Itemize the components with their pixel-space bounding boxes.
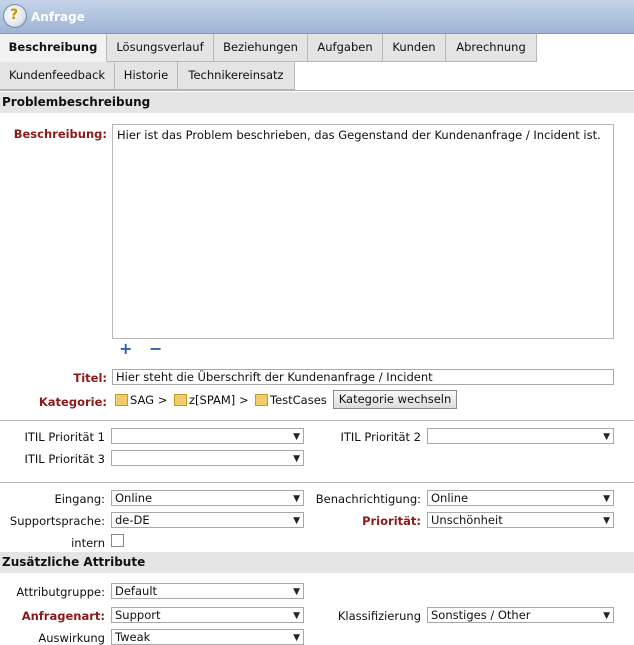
supportsprache-label: Supportsprache: [9,514,105,528]
auswirkung-label: Auswirkung [38,631,105,645]
benachrichtigung-label: Benachrichtigung: [315,492,421,506]
tab-beziehungen[interactable]: Beziehungen [214,34,308,62]
prioritaet-select[interactable]: Unschönheit ▼ [427,512,614,528]
chevron-down-icon: ▼ [603,432,610,442]
chevron-down-icon: ▼ [603,494,610,504]
chevron-down-icon: ▼ [293,633,300,643]
category-crumb-1[interactable]: SAG > [115,391,167,409]
chevron-down-icon: ▼ [603,611,610,621]
description-text: Hier ist das Problem beschrieben, das Gegenstand der Kundenanfrage / Incident ist. [117,128,601,142]
chevron-down-icon: ▼ [293,516,300,526]
klassifizierung-label: Klassifizierung [337,609,421,623]
itil-prio3-label: ITIL Priorität 3 [24,452,105,466]
category-crumb-3[interactable]: TestCases [255,391,327,409]
chevron-down-icon: ▼ [603,516,610,526]
tab-abrechnung[interactable]: Abrechnung [446,34,537,62]
description-label: Beschreibung: [13,127,107,141]
chevron-down-icon: ▼ [293,611,300,621]
tab-divider [0,90,634,91]
chevron-down-icon: ▼ [293,494,300,504]
section-header-zusaetzliche-attribute: Zusätzliche Attribute [0,552,634,573]
attributgruppe-label: Attributgruppe: [16,585,105,599]
plus-icon[interactable]: + [119,339,133,358]
attributgruppe-select[interactable]: Default ▼ [111,583,304,599]
benachrichtigung-select[interactable]: Online ▼ [427,490,614,506]
chevron-down-icon: ▼ [293,432,300,442]
itil-prio3-select[interactable] [111,450,304,466]
tab-aufgaben[interactable]: Aufgaben [308,34,383,62]
divider [0,482,634,483]
app-logo-icon: ? [3,4,27,28]
tab-loesungsverlauf[interactable]: Lösungsverlauf [107,34,214,62]
tab-kundenfeedback[interactable]: Kundenfeedback [0,62,115,90]
tab-kunden[interactable]: Kunden [383,34,446,62]
folder-icon [174,394,187,406]
supportsprache-select[interactable]: de-DE ▼ [111,512,304,528]
itil-prio2-select[interactable] [427,428,614,444]
itil-prio1-select[interactable] [111,428,304,444]
auswirkung-select[interactable]: Tweak ▼ [111,629,304,645]
category-label: Kategorie: [38,395,107,409]
chevron-down-icon: ▼ [293,454,300,464]
eingang-select[interactable]: Online ▼ [111,490,304,506]
description-textarea[interactable] [112,124,614,339]
title-input[interactable]: Hier steht die Überschrift der Kundenanfrage / Incident [112,369,614,385]
minus-icon[interactable]: − [149,339,163,358]
category-crumb-2[interactable]: z[SPAM] > [174,391,249,409]
itil-prio1-label: ITIL Priorität 1 [24,430,105,444]
itil-prio2-label: ITIL Priorität 2 [340,430,421,444]
chevron-down-icon: ▼ [293,587,300,597]
change-category-button[interactable]: Kategorie wechseln [333,390,457,409]
window-title: Anfrage [31,10,85,24]
title-label: Titel: [73,371,107,385]
intern-checkbox[interactable] [111,534,124,547]
divider [0,420,634,421]
anfragenart-label: Anfragenart: [21,609,105,623]
anfragenart-select[interactable]: Support ▼ [111,607,304,623]
tab-historie[interactable]: Historie [115,62,178,90]
eingang-label: Eingang: [54,492,105,506]
prioritaet-label: Priorität: [362,514,421,528]
folder-icon [255,394,268,406]
klassifizierung-select[interactable]: Sonstiges / Other ▼ [427,607,614,623]
tab-beschreibung[interactable]: Beschreibung [0,34,107,62]
tab-technikereinsatz[interactable]: Technikereinsatz [178,62,295,90]
folder-icon [115,394,128,406]
intern-label: intern [71,536,105,550]
title-bar [0,0,634,34]
section-header-problembeschreibung: Problembeschreibung [0,92,634,113]
